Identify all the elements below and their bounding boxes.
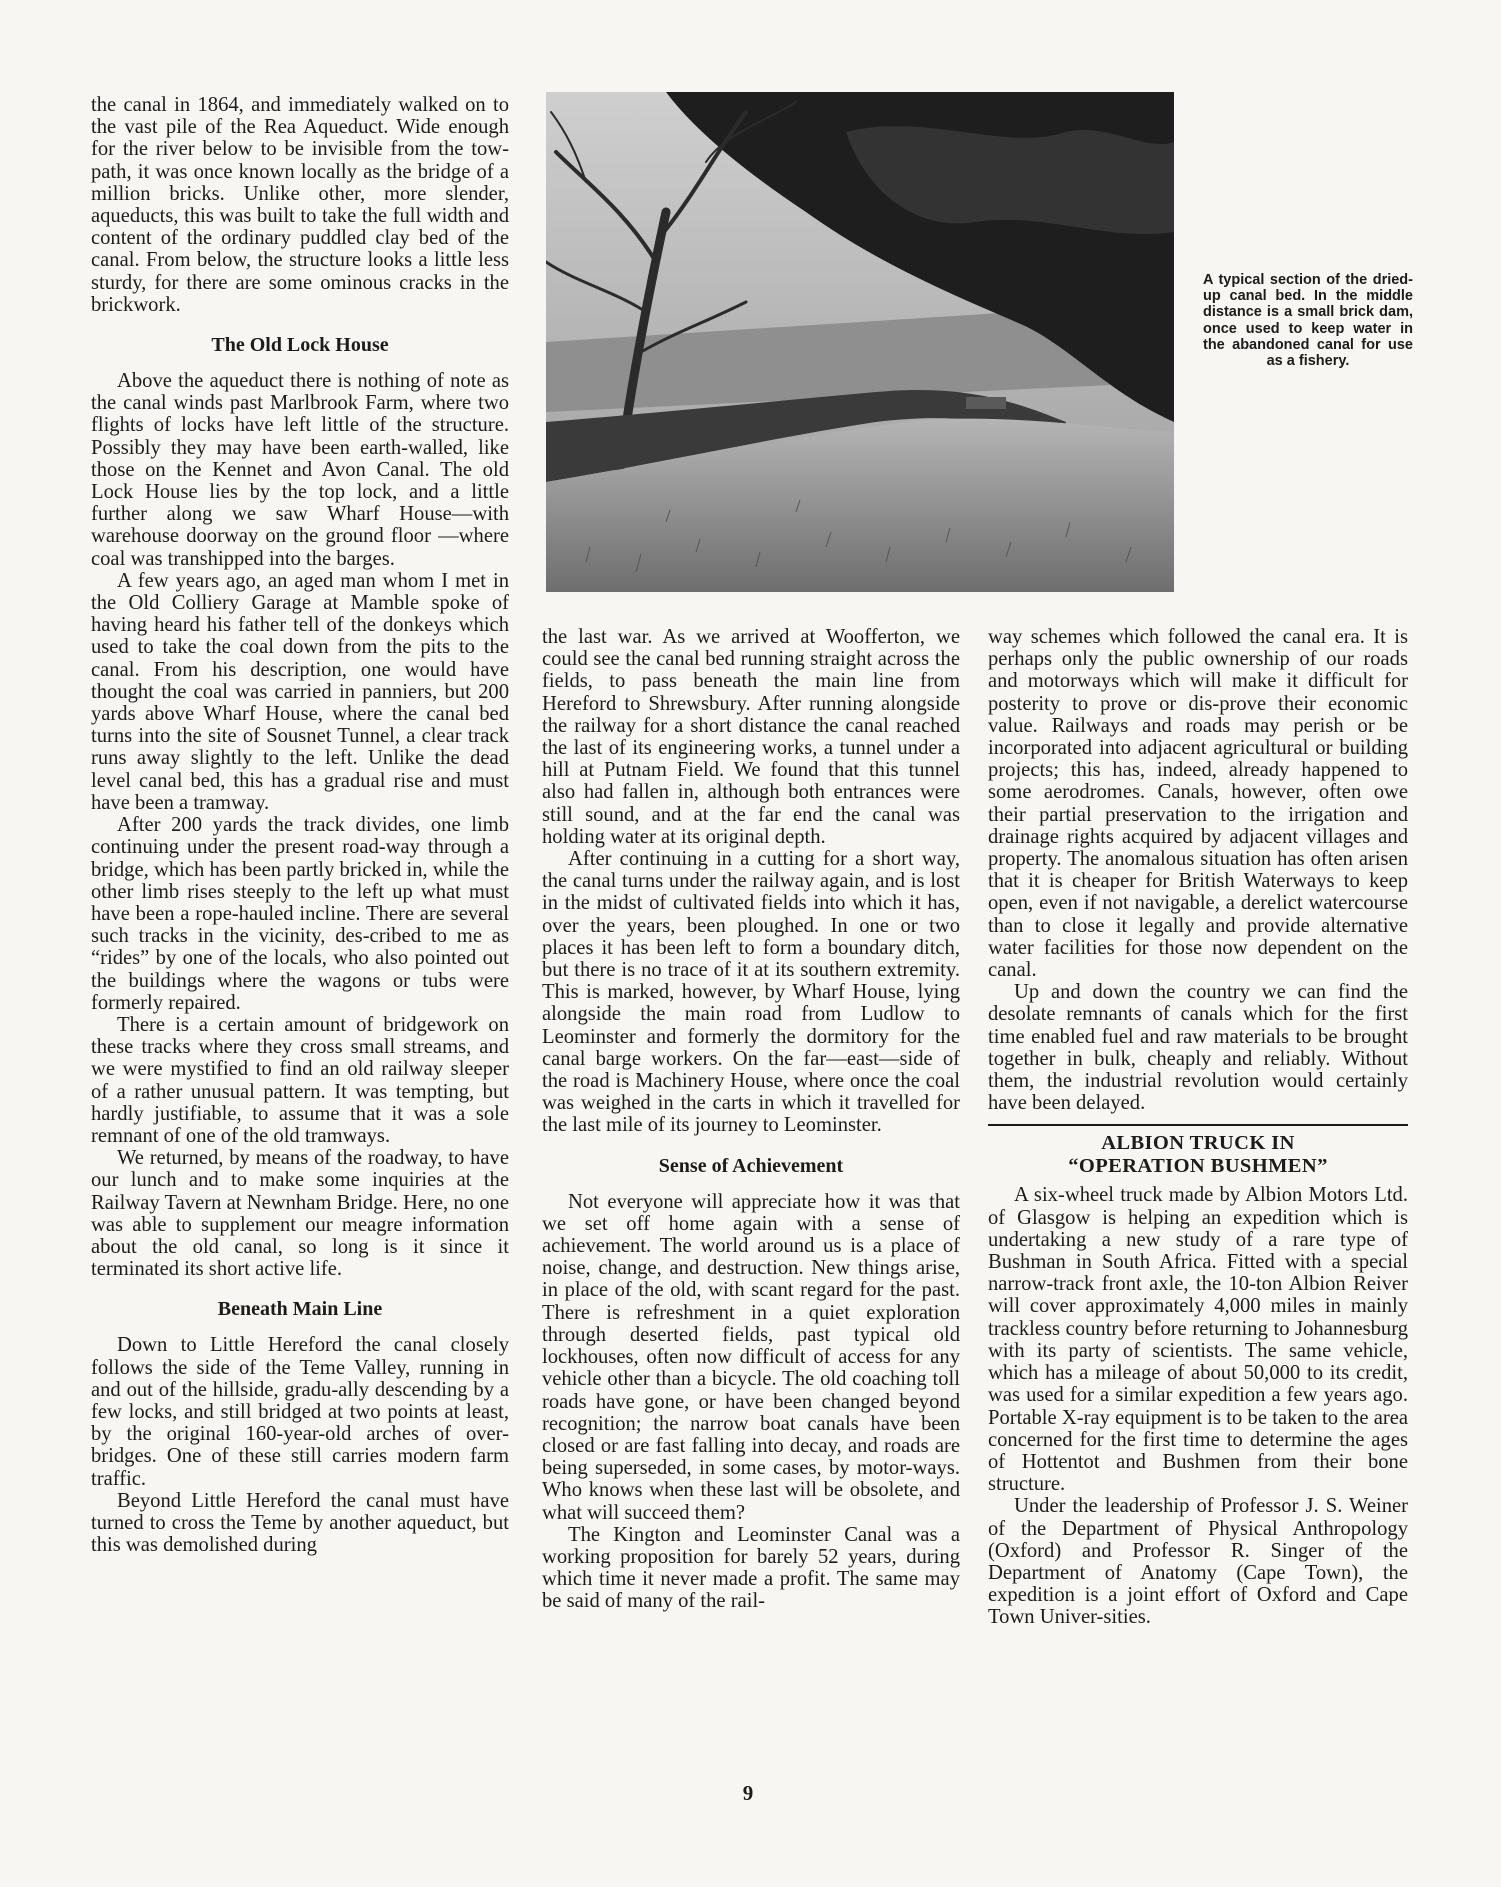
article-column-3 <box>988 626 1408 1629</box>
paragraph: There is a certain amount of bridgework on these tracks where they cross small streams, and we were mystified to find an old railway sleeper of a rather unusual pattern. It was tempting, but hardly justifiable, to assume that it was a sole remnant of one of the old tramways. <box>91 1013 509 1147</box>
subheading-sense-of-achievement: Sense of Achievement <box>658 1154 844 1177</box>
paragraph: Down to Little Hereford the canal closely follows the side of the Teme Valley, running in and out of the hillside, gradu-ally descending by a few locks, and still bridged at two points at least, by the original 160-year-old arches of over-bridges. One of these still carries modern farm traffic. <box>91 1334 509 1490</box>
subheading-old-lock-house: The Old Lock House <box>211 334 389 357</box>
paragraph: Under the leadership of Professor J. S. Weiner of the Department of Physical Anthropology (Oxford) and Professor R. Singer of the Department of Anatomy (Cape Town), the expedition is a joint effort of Oxford and Cape Town Univer-sities. <box>988 1495 1408 1629</box>
headline-line-1: ALBION TRUCK IN <box>1101 1132 1295 1155</box>
paragraph: A few years ago, an aged man whom I met in the Old Colliery Garage at Mamble spoke of having heard his father tell of the donkeys which used to take the coal down from the pits to the canal. From his description, one would have thought the coal was carried in panniers, but 200 yards above Wharf House, where the canal bed turns into the site of Sousnet Tunnel, a clear track runs away slightly to the left. Unlike the dead level canal bed, this has a gradual rise and must have been a tramway. <box>91 569 509 814</box>
paragraph: Above the aqueduct there is nothing of note as the canal winds past Marlbrook Farm, where two flights of locks have left little of the structure. Possibly they may have been earth-walled, like those on the Kennet and Avon Canal. The old Lock House lies by the top lock, and a little further along we saw Wharf House—with warehouse doorway on the ground floor —where coal was transhipped into the barges. <box>91 370 509 570</box>
canal-bed-illustration <box>546 92 1174 592</box>
headline-line-2: “OPERATION BUSHMEN” <box>1068 1155 1328 1178</box>
paragraph: A six-wheel truck made by Albion Motors Ltd. of Glasgow is helping an expedition which is undertaking a new study of a rare type of Bushman in South Africa. Fitted with a special narrow-track front axle, the 10-ton Albion Reiver will cover approximately 4,000 miles in mainly trackless country before returning to Johannesburg with its party of scientists. The same vehicle, which has a mileage of about 50,000 to its credit, was used for a similar expedition a few years ago. Portable X-ray equipment is to be taken to the area concerned for the first time to determine the ages of Hottentot and Bushmen from their bone structure. <box>988 1184 1408 1496</box>
paragraph: The Kington and Leominster Canal was a working proposition for barely 52 years, during which time it never made a profit. The same may be said of many of the rail- <box>542 1523 960 1613</box>
section-divider <box>988 1124 1408 1126</box>
paragraph: the last war. As we arrived at Woofferton, we could see the canal bed running straight across the fields, to pass beneath the main line from Hereford to Shrewsbury. After running alongside the railway for a short distance the canal reached the last of its engineering works, a tunnel under a hill at Putnam Field. We found that this tunnel also had fallen in, although both entrances were still sound, and at the far end the canal was holding water at its original depth. <box>542 626 960 848</box>
paragraph: Beyond Little Hereford the canal must have turned to cross the Teme by another aqueduct, but this was demolished during <box>91 1489 509 1557</box>
paragraph: Not everyone will appreciate how it was that we set off home again with a sense of achievement. The world around us is a place of noise, change, and destruction. New things arise, in place of the old, with scant regard for the past. There is refreshment in a quiet exploration through deserted fields, past typical old lockhouses, often now difficult of access for any vehicle other than a bicycle. The old coaching toll roads have gone, or have been changed beyond recognition; the narrow boat canals have been closed or are fast falling into decay, and roads are being superseded, in some cases, by motor-ways. Who knows when these last will be obsolete, and what will succeed them? <box>542 1190 960 1524</box>
canal-bed-photo <box>546 92 1174 592</box>
paragraph: We returned, by means of the roadway, to have our lunch and to make some inquiries at the Railway Tavern at Newnham Bridge. Here, no one was able to supplement our meagre information about the old canal, so long is it since it terminated its short active life. <box>91 1147 509 1281</box>
paragraph: Up and down the country we can find the desolate remnants of canals which for the first time enabled fuel and raw materials to be brought together in bulk, cheaply and reliably. Without them, the industrial revolution would certainly have been delayed. <box>988 981 1408 1115</box>
photo-caption: A typical section of the dried-up canal bed. In the middle distance is a small brick dam, once used to keep water in the abandoned canal for use as a fishery. <box>1203 272 1413 370</box>
article-column-1 <box>91 94 509 1556</box>
page-number: 9 <box>742 1781 754 1805</box>
article-column-2 <box>542 626 960 1613</box>
paragraph: After 200 yards the track divides, one limb continuing under the present road-way through a bridge, which has been partly bricked in, while the other limb rises steeply to the left up what must have been a rope-hauled incline. There are several such tracks in the vicinity, des-cribed to me as “rides” by one of the locals, who also pointed out the buildings where the wagons or tubs were formerly repaired. <box>91 814 509 1014</box>
albion-article-headline <box>988 1132 1408 1178</box>
paragraph: the canal in 1864, and immediately walked on to the vast pile of the Rea Aqueduct. Wide enough for the river below to be invisible from the tow-path, it was once known locally as the bridge of a million bricks. Unlike other, more slender, aqueducts, this was built to take the full width and content of the ordinary puddled clay bed of the canal. From below, the structure looks a little less sturdy, for there are some ominous cracks in the brickwork. <box>91 94 509 316</box>
paragraph: way schemes which followed the canal era. It is perhaps only the public ownership of our roads and motorways which will make it difficult for posterity to prove or dis-prove their economic value. Railways and roads may perish or be incorporated into adjacent agricultural or building projects; this has, indeed, already happened to some aerodromes. Canals, however, often owe their partial preservation to the irrigation and drainage rights acquired by adjacent villages and property. The anomalous situation has often arisen that it is cheaper for British Waterways to keep open, even if not navigable, a derelict watercourse than to close it legally and provide alternative water facilities for those now dependent on the canal. <box>988 626 1408 982</box>
paragraph: After continuing in a cutting for a short way, the canal turns under the railway again, and is lost in the midst of cultivated fields into which it has, over the years, been ploughed. In one or two places it has been left to form a boundary ditch, but there is no trace of it at its southern extremity. This is marked, however, by Wharf House, lying alongside the main road from Ludlow to Leominster and formerly the dormitory for the canal barge workers. On the far—east—side of the road is Machinery House, where once the coal was weighed in the carts in which it travelled for the last mile of its journey to Leominster. <box>542 848 960 1137</box>
subheading-beneath-main-line: Beneath Main Line <box>217 1298 383 1321</box>
